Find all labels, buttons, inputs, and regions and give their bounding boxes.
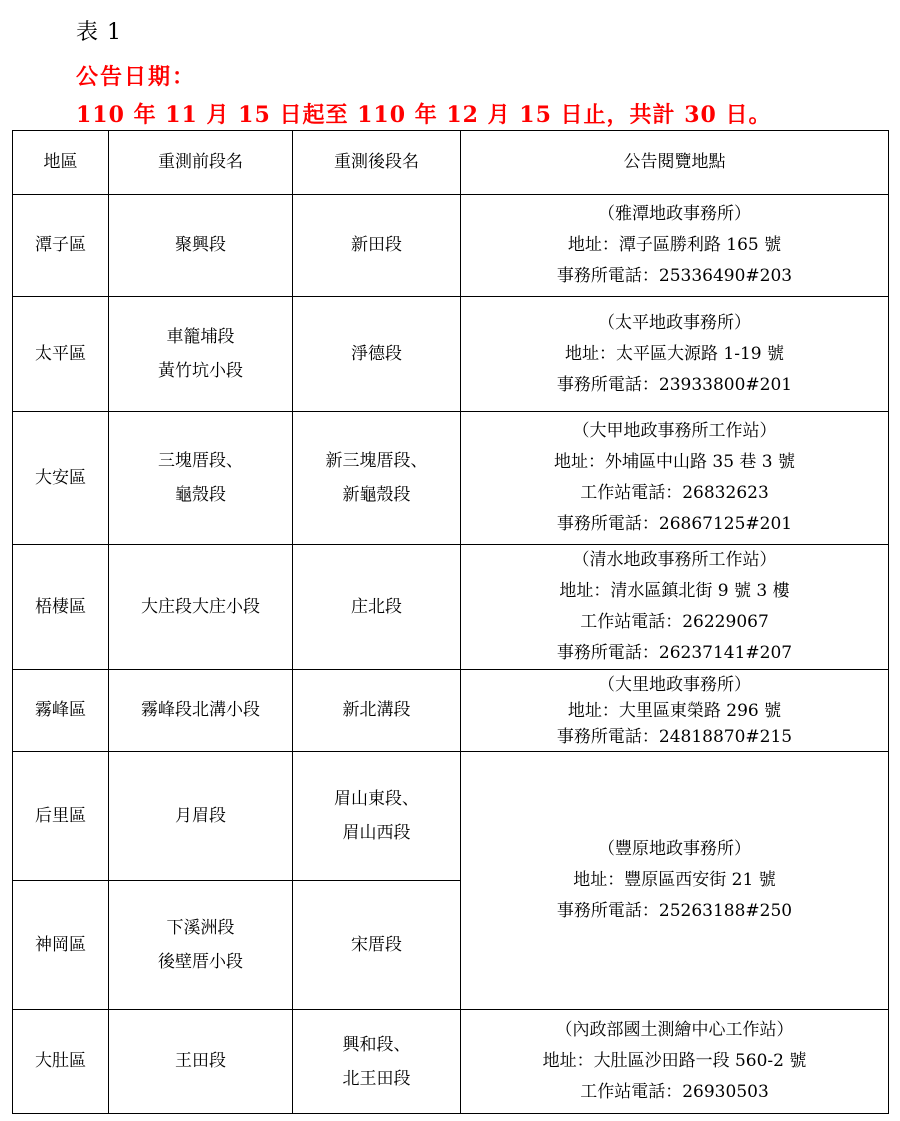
district-cell: 太平區 bbox=[13, 297, 109, 412]
notice-period: 110 年 11 月 15 日起至 110 年 12 月 15 日止，共計 30 日。 bbox=[76, 102, 772, 128]
office-phone: 事務所電話：25263188#250 bbox=[556, 901, 793, 921]
section-before-line: 黃竹坑小段 bbox=[158, 361, 243, 381]
office-address: 地址：外埔區中山路 35 巷 3 號 bbox=[553, 452, 796, 472]
table-row bbox=[13, 195, 889, 297]
office-name: （太平地政事務所） bbox=[598, 312, 751, 333]
section-before-line: 月眉段 bbox=[175, 805, 226, 826]
section-after-line: 北王田段 bbox=[342, 1068, 411, 1089]
section-before-cell bbox=[109, 545, 293, 670]
section-after-cell bbox=[293, 412, 461, 545]
table-header-row bbox=[13, 131, 889, 195]
workstation-phone: 工作站電話：26930503 bbox=[580, 1082, 769, 1102]
section-before-cell bbox=[109, 752, 293, 881]
section-before-line: 龜殼段 bbox=[175, 485, 226, 505]
header-viewing-location: 公告閱覽地點 bbox=[461, 131, 889, 195]
section-after-line: 新三塊厝段、 bbox=[325, 451, 428, 471]
section-before-cell bbox=[109, 670, 293, 752]
workstation-phone: 工作站電話：26832623 bbox=[580, 483, 769, 503]
viewing-location-cell bbox=[461, 670, 889, 752]
section-before-line: 下溪洲段 bbox=[166, 918, 235, 938]
district-cell: 霧峰區 bbox=[13, 670, 109, 752]
workstation-phone: 工作站電話：26229067 bbox=[580, 612, 769, 632]
table-row bbox=[13, 297, 889, 412]
viewing-location-cell bbox=[461, 195, 889, 297]
office-phone: 事務所電話：26237141#207 bbox=[556, 643, 793, 663]
office-name: （大甲地政事務所工作站） bbox=[572, 421, 777, 441]
section-before-cell bbox=[109, 195, 293, 297]
office-phone: 事務所電話：26867125#201 bbox=[556, 514, 793, 534]
viewing-location-cell bbox=[461, 297, 889, 412]
section-before-line: 三塊厝段、 bbox=[158, 451, 243, 471]
section-after-line: 新龜殼段 bbox=[342, 485, 411, 505]
section-before-line: 後壁厝小段 bbox=[158, 952, 243, 972]
office-name: （雅潭地政事務所） bbox=[598, 204, 751, 224]
section-before-line: 車籠埔段 bbox=[166, 327, 235, 347]
office-address: 地址：潭子區勝利路 165 號 bbox=[567, 235, 782, 255]
viewing-location-cell bbox=[461, 752, 889, 1010]
resurvey-notice-table bbox=[12, 130, 889, 1114]
section-after-line: 新田段 bbox=[351, 235, 402, 255]
section-before-line: 大庄段大庄小段 bbox=[141, 596, 260, 617]
section-before-cell bbox=[109, 412, 293, 545]
district-cell: 梧棲區 bbox=[13, 545, 109, 670]
office-name: （豐原地政事務所） bbox=[598, 839, 751, 859]
table-row bbox=[13, 752, 889, 881]
viewing-location-cell bbox=[461, 545, 889, 670]
section-before-cell bbox=[109, 881, 293, 1010]
office-phone: 事務所電話：24818870#215 bbox=[556, 726, 793, 747]
office-address: 地址：太平區大源路 1-19 號 bbox=[565, 343, 784, 364]
table-row bbox=[13, 545, 889, 670]
section-before-cell bbox=[109, 1010, 293, 1114]
section-after-line: 眉山西段 bbox=[342, 823, 411, 843]
table-row bbox=[13, 1010, 889, 1114]
office-phone: 事務所電話：23933800#201 bbox=[556, 374, 793, 395]
section-after-line: 庄北段 bbox=[351, 596, 402, 617]
section-after-cell bbox=[293, 752, 461, 881]
section-after-cell bbox=[293, 881, 461, 1010]
table-row bbox=[13, 670, 889, 752]
office-address: 地址：豐原區西安街 21 號 bbox=[573, 870, 776, 890]
section-after-line: 新北溝段 bbox=[342, 700, 411, 720]
district-cell: 大安區 bbox=[13, 412, 109, 545]
district-cell: 后里區 bbox=[13, 752, 109, 881]
section-before-line: 王田段 bbox=[175, 1051, 226, 1071]
district-cell: 潭子區 bbox=[13, 195, 109, 297]
header-section-before: 重測前段名 bbox=[109, 131, 293, 195]
section-after-line: 眉山東段、 bbox=[334, 789, 419, 809]
section-before-line: 霧峰段北溝小段 bbox=[141, 700, 260, 720]
viewing-location-cell bbox=[461, 1010, 889, 1114]
section-after-cell bbox=[293, 1010, 461, 1114]
section-after-cell bbox=[293, 670, 461, 752]
office-name: （大里地政事務所） bbox=[598, 674, 751, 695]
office-name: （清水地政事務所工作站） bbox=[572, 550, 777, 570]
section-after-line: 宋厝段 bbox=[351, 934, 402, 955]
office-name: （內政部國土測繪中心工作站） bbox=[555, 1020, 794, 1040]
section-before-cell bbox=[109, 297, 293, 412]
header-district: 地區 bbox=[13, 131, 109, 195]
office-address: 地址：大里區東榮路 296 號 bbox=[567, 700, 782, 721]
viewing-location-cell bbox=[461, 412, 889, 545]
office-phone: 事務所電話：25336490#203 bbox=[556, 266, 793, 286]
section-after-cell bbox=[293, 545, 461, 670]
notice-date-label: 公告日期： bbox=[76, 64, 197, 90]
section-after-line: 興和段、 bbox=[342, 1034, 411, 1055]
header-section-after: 重測後段名 bbox=[293, 131, 461, 195]
office-address: 地址：大肚區沙田路一段 560-2 號 bbox=[542, 1051, 807, 1071]
district-cell: 大肚區 bbox=[13, 1010, 109, 1114]
office-address: 地址：清水區鎮北街 9 號 3 樓 bbox=[559, 581, 790, 601]
table-row bbox=[13, 412, 889, 545]
table-caption: 表 1 bbox=[76, 20, 122, 45]
section-before-line: 聚興段 bbox=[175, 235, 226, 255]
section-after-cell bbox=[293, 195, 461, 297]
section-after-line: 淨德段 bbox=[351, 343, 402, 364]
section-after-cell bbox=[293, 297, 461, 412]
district-cell: 神岡區 bbox=[13, 881, 109, 1010]
